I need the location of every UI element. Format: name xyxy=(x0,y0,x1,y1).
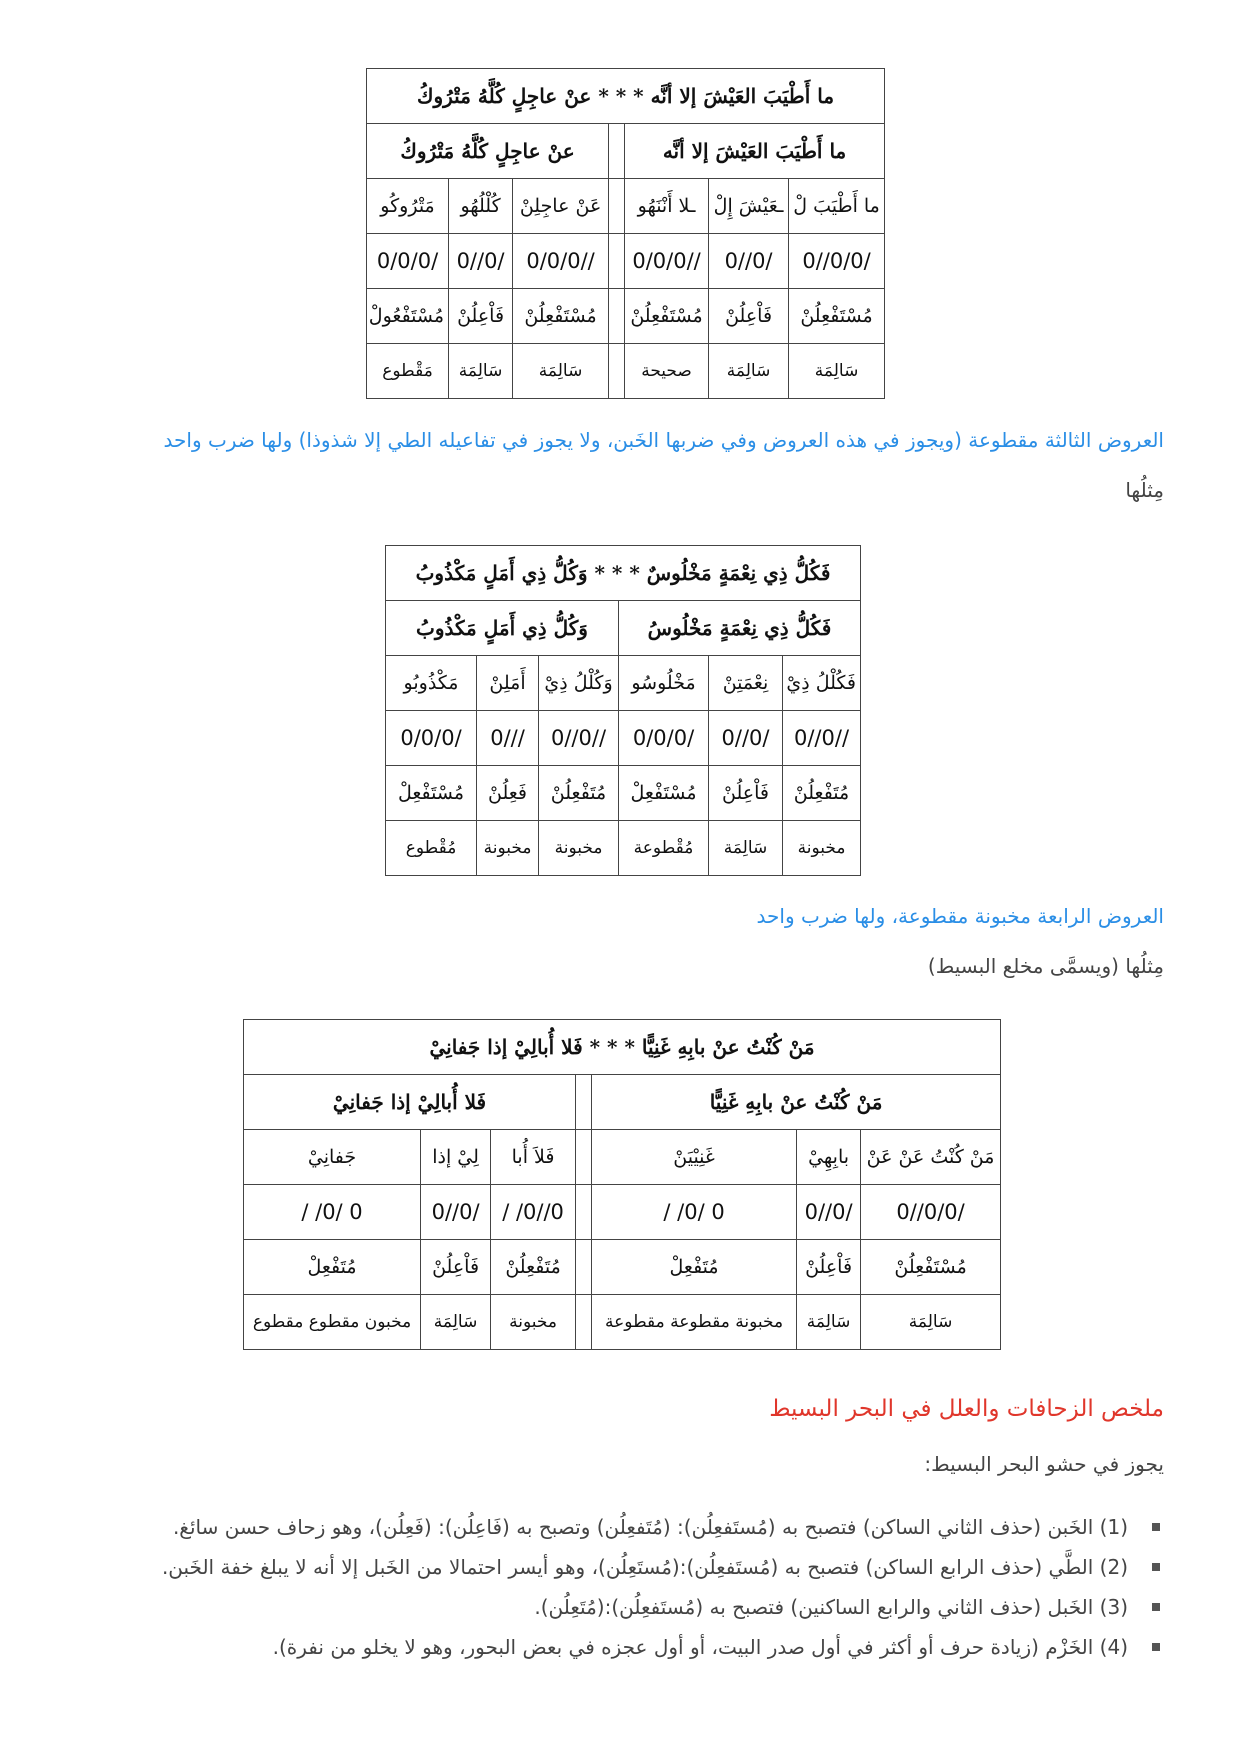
list-item-text: (2) الطَّي (حذف الرابع الساكن) فتصبح به (مُستَفعِلُن):(مُستَعِلُن)، وهو أيسر احتمالا من الخَبل إلا أنه لا يبلغ خفة الخَبن. xyxy=(161,1555,1128,1579)
foot-cell: مُتَفْعِلُنْ xyxy=(491,1240,576,1295)
foot-cell: مُتَفْعِلُنْ xyxy=(783,766,861,821)
word-cell: ـلا أَنْنَهُو xyxy=(625,179,709,234)
state-cell: سَالِمَة xyxy=(861,1295,1001,1350)
word-cell: جَفانِيْ xyxy=(244,1130,421,1185)
word-cell: ما أَطْيَبَ لْ xyxy=(789,179,885,234)
divider xyxy=(576,1295,592,1350)
state-cell: سَالِمَة xyxy=(797,1295,861,1350)
code-cell: / /0//0 xyxy=(491,1185,576,1240)
hemistich-left: فَلا أُبالِيْ إذا جَفانِيْ xyxy=(244,1075,576,1130)
verse-table-1 xyxy=(366,68,885,399)
code-cell: 0/0/0// xyxy=(513,234,609,289)
word-cell: مَخْلُوسُو xyxy=(619,656,709,711)
word-cell: بابِهِيْ xyxy=(797,1130,861,1185)
divider xyxy=(609,124,625,179)
state-cell: مخبونة xyxy=(477,821,539,876)
foot-cell: مُسْتَفْعِلْ xyxy=(386,766,477,821)
foot-cell: مُسْتَفْعِلُنْ xyxy=(625,289,709,344)
word-cell: فَلاَ أُبا xyxy=(491,1130,576,1185)
foot-cell: فَاْعِلُنْ xyxy=(709,289,789,344)
verse-table-3 xyxy=(243,1019,1001,1350)
list-item xyxy=(162,1547,1164,1587)
code-cell: 0//0/ xyxy=(449,234,513,289)
state-cell: سَالِمَة xyxy=(449,344,513,399)
word-cell: غَنِيْيَنْ xyxy=(592,1130,797,1185)
example-label: مِثلُها (ويسمَّى مخلع البسيط) xyxy=(927,954,1164,978)
verse-header: مَنْ كُنْتُ عنْ بابِهِ غَنِيًّا * * * فَلا أُبالِيْ إذا جَفانِيْ xyxy=(244,1020,1001,1075)
paragraph-fourth-aroud: العروض الرابعة مخبونة مقطوعة، ولها ضرب واحد xyxy=(756,904,1164,928)
example-label: مِثلُها xyxy=(1125,478,1164,502)
hemistich-left: وَكُلُّ ذِي أَمَلٍ مَكْذُوبُ xyxy=(386,601,619,656)
list-item-text: (4) الخَزْم (زيادة حرف أو أكثر في أول صدر البيت، أو أول عجزه في بعض البحور، وهو لا يخلو من نفرة). xyxy=(272,1635,1128,1659)
verse-table-2 xyxy=(385,545,861,876)
divider xyxy=(609,234,625,289)
code-cell: 0//0/0/ xyxy=(789,234,885,289)
code-cell: 0//0/ xyxy=(421,1185,491,1240)
bullet-icon xyxy=(1152,1563,1160,1571)
code-cell: 0/0/0/ xyxy=(367,234,449,289)
bullet-icon xyxy=(1152,1523,1160,1531)
code-cell: 0/0/0// xyxy=(625,234,709,289)
foot-cell: مُسْتَفْعِلُنْ xyxy=(861,1240,1001,1295)
list-item xyxy=(162,1627,1164,1667)
state-cell: مُقْطوعة xyxy=(619,821,709,876)
foot-cell: فَاْعِلُنْ xyxy=(797,1240,861,1295)
divider xyxy=(576,1240,592,1295)
state-cell: مخبونة xyxy=(491,1295,576,1350)
foot-cell: مُسْتَفْعِلُنْ xyxy=(513,289,609,344)
word-cell: مَكْذُوبُو xyxy=(386,656,477,711)
state-cell: مخبون مقطوع مقطوع xyxy=(244,1295,421,1350)
word-cell: ـعَيْشَ إِلْ xyxy=(709,179,789,234)
foot-cell: مُتَفْعِلْ xyxy=(244,1240,421,1295)
hemistich-right: مَنْ كُنْتُ عنْ بابِهِ غَنِيًّا xyxy=(592,1075,1001,1130)
code-cell: / /0/ 0 xyxy=(592,1185,797,1240)
code-cell: 0//0/0/ xyxy=(861,1185,1001,1240)
foot-cell: فَاْعِلُنْ xyxy=(449,289,513,344)
hemistich-right: فَكُلُّ ذِي نِعْمَةٍ مَخْلُوسُ xyxy=(619,601,861,656)
code-cell: 0//0/ xyxy=(709,234,789,289)
hemistich-left: عنْ عاجِلٍ كُلَّهُ مَتْرُوكُ xyxy=(367,124,609,179)
bullet-icon xyxy=(1152,1603,1160,1611)
state-cell: صحيحة xyxy=(625,344,709,399)
state-cell: سَالِمَة xyxy=(709,344,789,399)
code-cell: 0//0/ xyxy=(797,1185,861,1240)
state-cell: سَالِمَة xyxy=(709,821,783,876)
list-item-text: (1) الخَبن (حذف الثاني الساكن) فتصبح به (مُستَفعِلُن): (مُتَفعِلُن) وتصبح به (فَاعِلُن): (فَعِلُن)، وهو زحاف حسن سائغ. xyxy=(172,1515,1128,1539)
verse-header: ما أَطْيَبَ العَيْشَ إلا أنَّه * * * عنْ عاجِلٍ كُلَّهُ مَتْرُوكُ xyxy=(367,69,885,124)
foot-cell: مُسْتَفْعِلُنْ xyxy=(789,289,885,344)
foot-cell: مُسْتَفْعِلْ xyxy=(619,766,709,821)
divider xyxy=(576,1185,592,1240)
list-item xyxy=(162,1507,1164,1547)
code-cell: 0/0/0/ xyxy=(619,711,709,766)
divider xyxy=(609,344,625,399)
code-cell: 0//0/ xyxy=(709,711,783,766)
foot-cell: مُتَفْعِلُنْ xyxy=(539,766,619,821)
word-cell: فَكُلْلُ ذِيْ xyxy=(783,656,861,711)
code-cell: 0//0// xyxy=(539,711,619,766)
state-cell: سَالِمَة xyxy=(513,344,609,399)
state-cell: مخبونة xyxy=(783,821,861,876)
state-cell: مخبونة مقطوعة مقطوعة xyxy=(592,1295,797,1350)
section-heading: ملخص الزحافات والعلل في البحر البسيط xyxy=(769,1396,1164,1422)
bullet-icon xyxy=(1152,1643,1160,1651)
divider xyxy=(609,289,625,344)
code-cell: 0//0// xyxy=(783,711,861,766)
state-cell: مَقْطوع xyxy=(367,344,449,399)
word-cell: نِعْمَتِنْ xyxy=(709,656,783,711)
foot-cell: فَعِلُنْ xyxy=(477,766,539,821)
list-item-text: (3) الخَبل (حذف الثاني والرابع الساكنين) فتصبح به (مُستَفعِلُن):(مُتَعِلُن). xyxy=(534,1595,1128,1619)
word-cell: مَنْ كُنْتُ عَنْ عَنْ xyxy=(861,1130,1001,1185)
foot-cell: مُسْتَفْعُولْ xyxy=(367,289,449,344)
foot-cell: فَاْعِلُنْ xyxy=(421,1240,491,1295)
word-cell: لِيْ إذا xyxy=(421,1130,491,1185)
divider xyxy=(576,1075,592,1130)
code-cell: 0/0/0/ xyxy=(386,711,477,766)
foot-cell: فَاْعِلُنْ xyxy=(709,766,783,821)
paragraph-third-aroud: العروض الثالثة مقطوعة (ويجوز في هذه العروض وفي ضربها الخَبن، ولا يجوز في تفاعيله الطي إلا شذوذا) ولها ضرب واحد xyxy=(163,428,1164,452)
state-cell: مخبونة xyxy=(539,821,619,876)
list-item xyxy=(162,1587,1164,1627)
intro-text: يجوز في حشو البحر البسيط: xyxy=(924,1452,1164,1476)
word-cell: وَكُلْلُ ذِيْ xyxy=(539,656,619,711)
verse-header: فَكُلُّ ذِي نِعْمَةٍ مَخْلُوسٌ * * * وَكُلُّ ذِي أَمَلٍ مَكْذُوبُ xyxy=(386,546,861,601)
divider xyxy=(609,179,625,234)
hemistich-right: ما أَطْيَبَ العَيْشَ إلا أنَّه xyxy=(625,124,885,179)
state-cell: سَالِمَة xyxy=(789,344,885,399)
word-cell: مَتْرُوكُو xyxy=(367,179,449,234)
word-cell: عَنْ عاجِلِنْ xyxy=(513,179,609,234)
divider xyxy=(576,1130,592,1185)
foot-cell: مُتَفْعِلْ xyxy=(592,1240,797,1295)
word-cell: أَمَلِنْ xyxy=(477,656,539,711)
code-cell: 0/// xyxy=(477,711,539,766)
code-cell: / /0/ 0 xyxy=(244,1185,421,1240)
state-cell: مُقْطوع xyxy=(386,821,477,876)
state-cell: سَالِمَة xyxy=(421,1295,491,1350)
zihaf-list xyxy=(162,1507,1164,1667)
word-cell: كُلْلُهُو xyxy=(449,179,513,234)
